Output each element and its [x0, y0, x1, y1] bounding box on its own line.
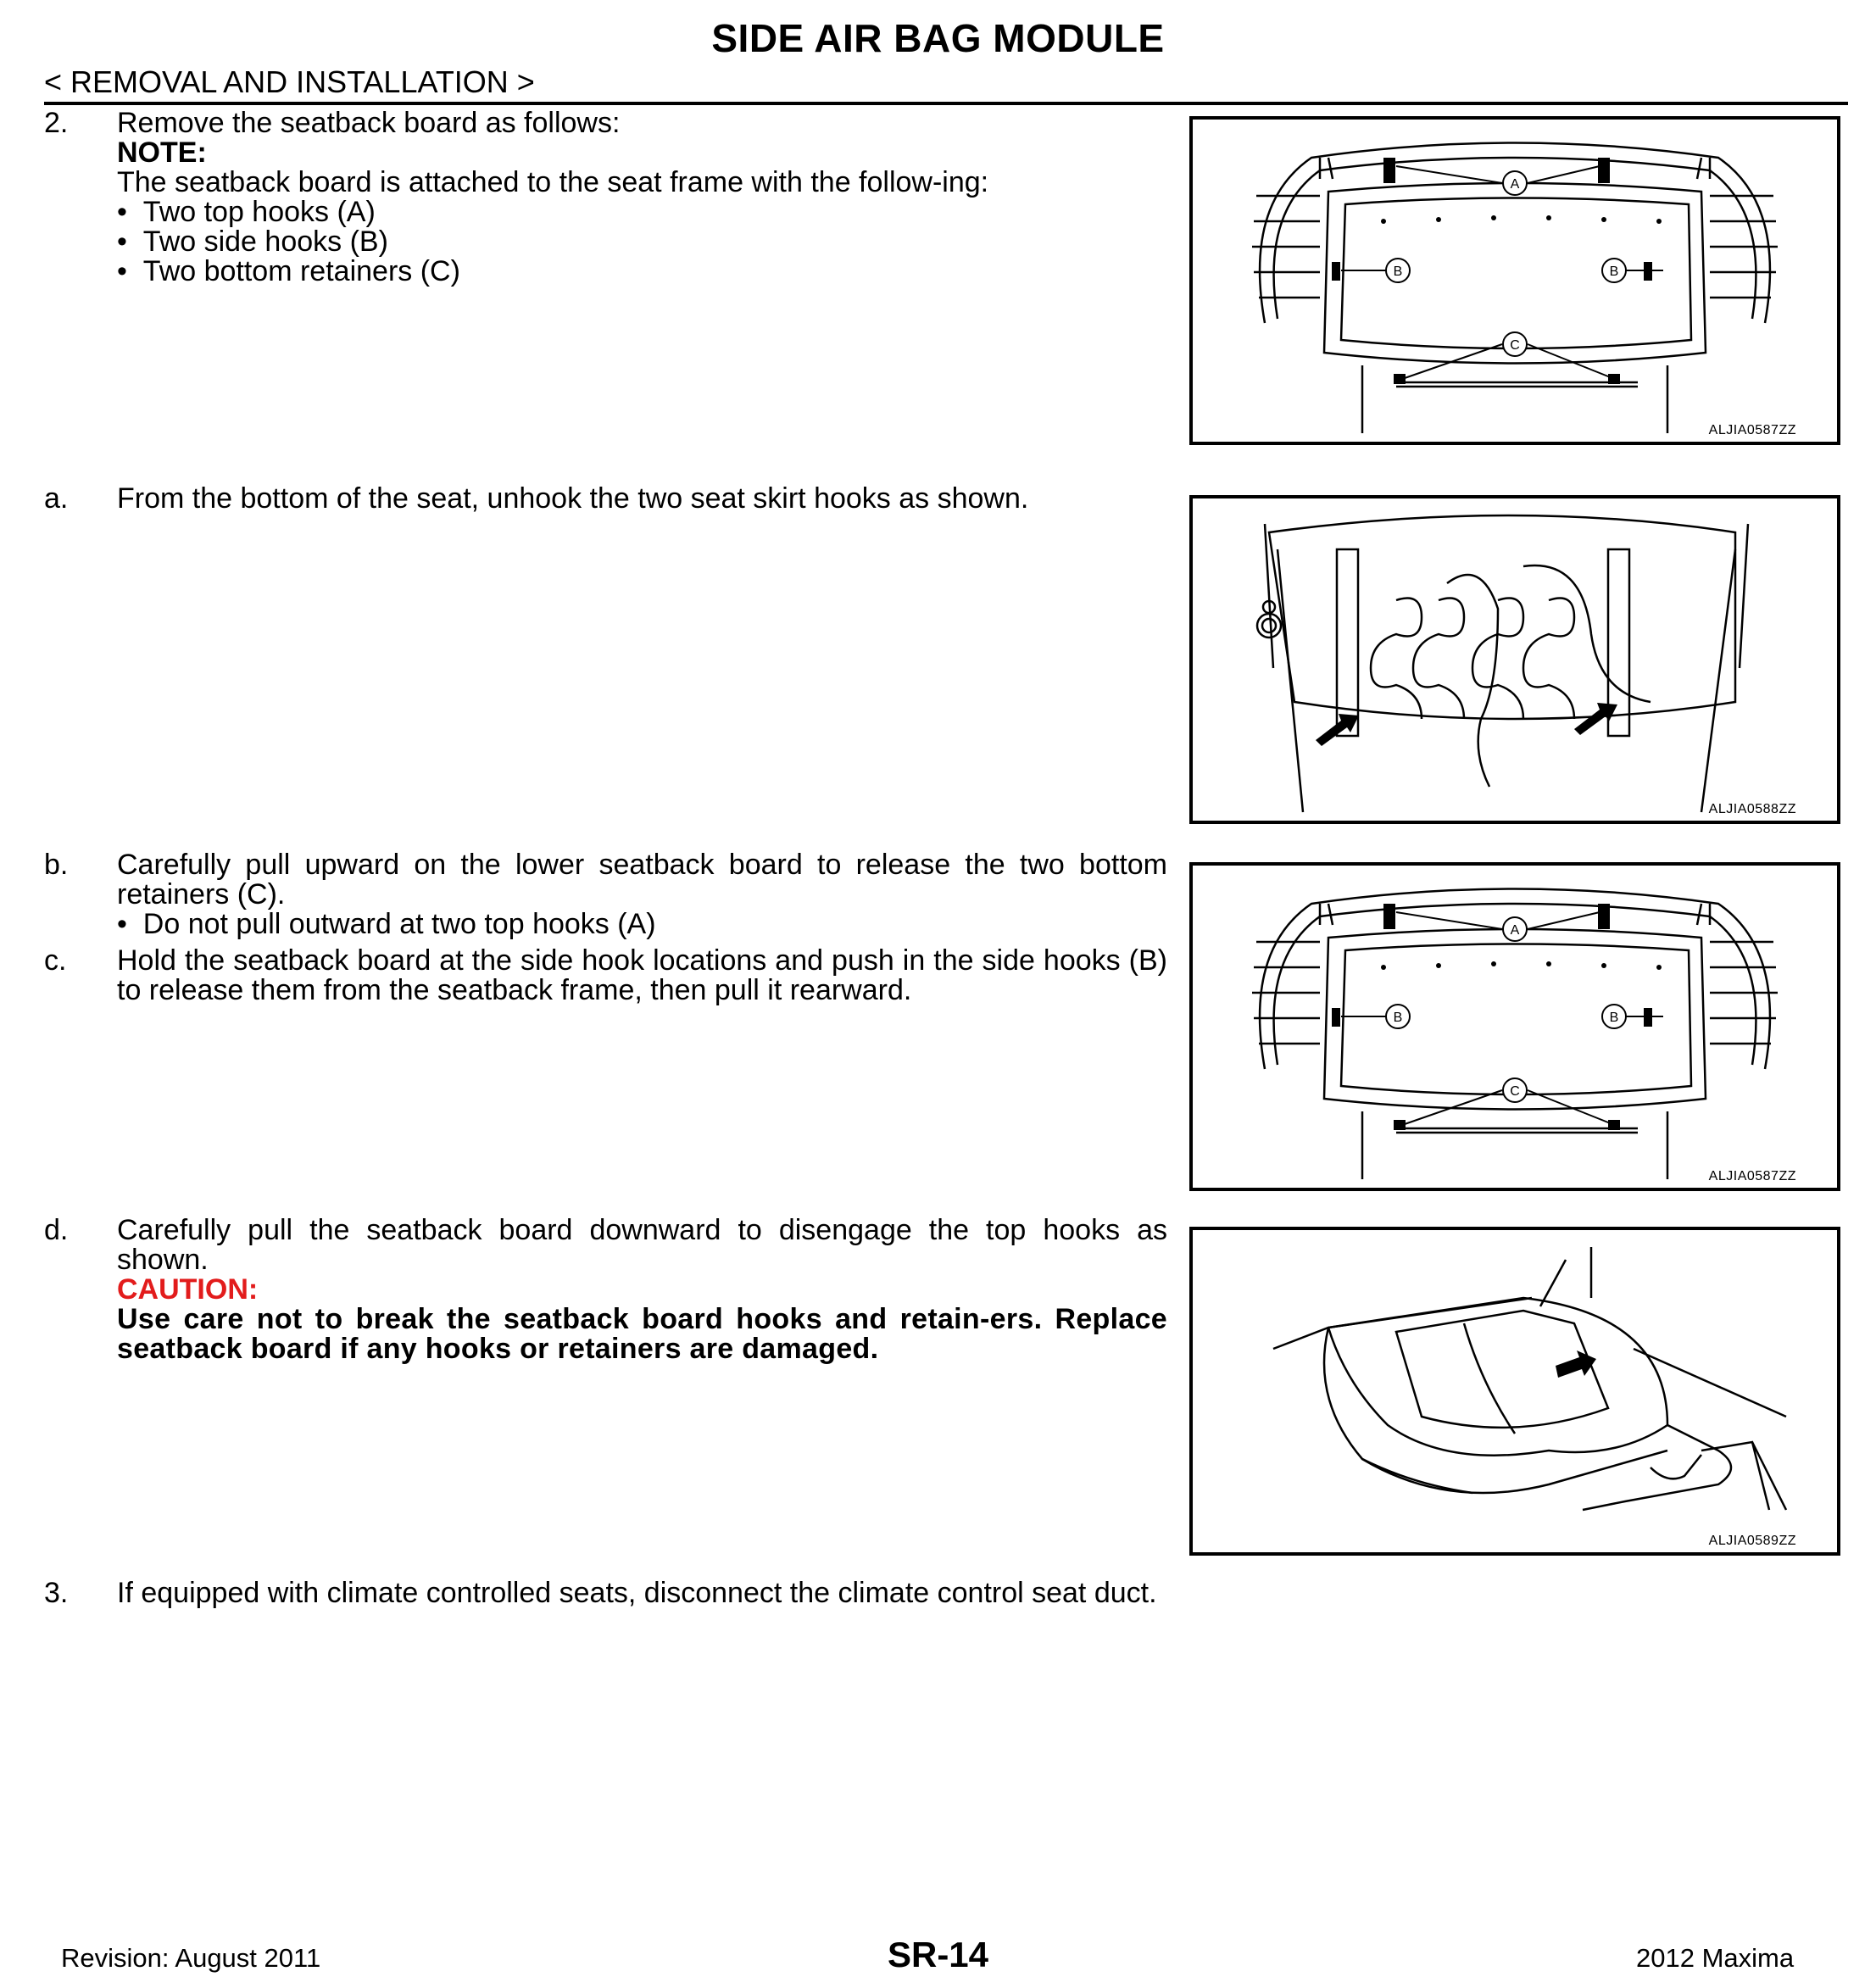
step-c — [44, 946, 1167, 1005]
page-number: SR-14 — [887, 1935, 989, 1974]
callout-label: A — [1510, 923, 1520, 938]
step-text: Carefully pull upward on the lower seatback board to release the two bottom retainers (C). — [117, 849, 1167, 910]
page-title: SIDE AIR BAG MODULE — [711, 16, 1165, 60]
figure-code: ALJIA0587ZZ — [1708, 1169, 1796, 1183]
step-text: If equipped with climate controlled seats, disconnect the climate control seat duct. — [117, 1577, 1157, 1609]
bullet-item: • Two bottom retainers (C) — [117, 257, 1167, 287]
step-number: b. — [44, 849, 69, 881]
step-number: 3. — [44, 1577, 69, 1609]
callout-label: C — [1510, 1084, 1520, 1099]
step-number: 2. — [44, 107, 69, 139]
step-text: Hold the seatback board at the side hook locations and push in the side hooks (B) to release them from the seatback frame, then pull it rearward. — [117, 944, 1167, 1006]
step-d — [44, 1216, 1167, 1364]
figure-seatback-board-hooks — [1189, 862, 1840, 1191]
seatback-board-removal-illustration — [1193, 1230, 1837, 1552]
figure-seat-skirt-hooks — [1189, 495, 1840, 824]
step-number: a. — [44, 482, 69, 515]
step-b — [44, 850, 1167, 939]
caution-text: Use care not to break the seatback board hooks and retain-ers. Replace seatback board if any hooks or retainers are damaged. — [117, 1303, 1167, 1365]
step-text: Carefully pull the seatback board downward to disengage the top hooks as shown. — [117, 1214, 1167, 1276]
callout-label: A — [1510, 177, 1520, 192]
seat-underside-illustration — [1193, 498, 1837, 821]
bullet-item: • Two side hooks (B) — [117, 227, 1167, 257]
figure-code: ALJIA0588ZZ — [1708, 802, 1796, 816]
figure-seatback-board-removal — [1189, 1227, 1840, 1556]
figure-code: ALJIA0587ZZ — [1708, 423, 1796, 437]
section-heading: < REMOVAL AND INSTALLATION > — [44, 64, 535, 99]
note-label: NOTE: — [117, 136, 207, 169]
figure-code: ALJIA0589ZZ — [1708, 1534, 1796, 1548]
vehicle-model: 2012 Maxima — [1636, 1943, 1795, 1973]
step-number: d. — [44, 1214, 69, 1246]
caution-label: CAUTION: — [117, 1273, 259, 1306]
step-2 — [44, 109, 1167, 287]
step-a — [44, 484, 1167, 514]
bullet-item: • Two top hooks (A) — [117, 198, 1167, 227]
header-rule — [44, 102, 1848, 105]
seatback-frame-illustration — [1193, 120, 1837, 442]
note-text: The seatback board is attached to the seat frame with the follow-ing: — [117, 166, 989, 198]
callout-label: B — [1393, 265, 1403, 279]
callout-label: B — [1609, 1011, 1619, 1025]
callout-label: C — [1510, 338, 1520, 353]
figure-seatback-board-hooks — [1189, 116, 1840, 445]
step-text: Remove the seatback board as follows: — [117, 107, 621, 139]
revision-date: Revision: August 2011 — [61, 1943, 321, 1973]
seatback-frame-illustration — [1193, 866, 1837, 1188]
callout-label: B — [1393, 1011, 1403, 1025]
step-text: From the bottom of the seat, unhook the two seat skirt hooks as shown. — [117, 482, 1029, 515]
step-number: c. — [44, 944, 67, 977]
bullet-item: • Do not pull outward at two top hooks (A) — [117, 910, 1167, 939]
callout-label: B — [1609, 265, 1619, 279]
step-3 — [44, 1579, 1740, 1608]
